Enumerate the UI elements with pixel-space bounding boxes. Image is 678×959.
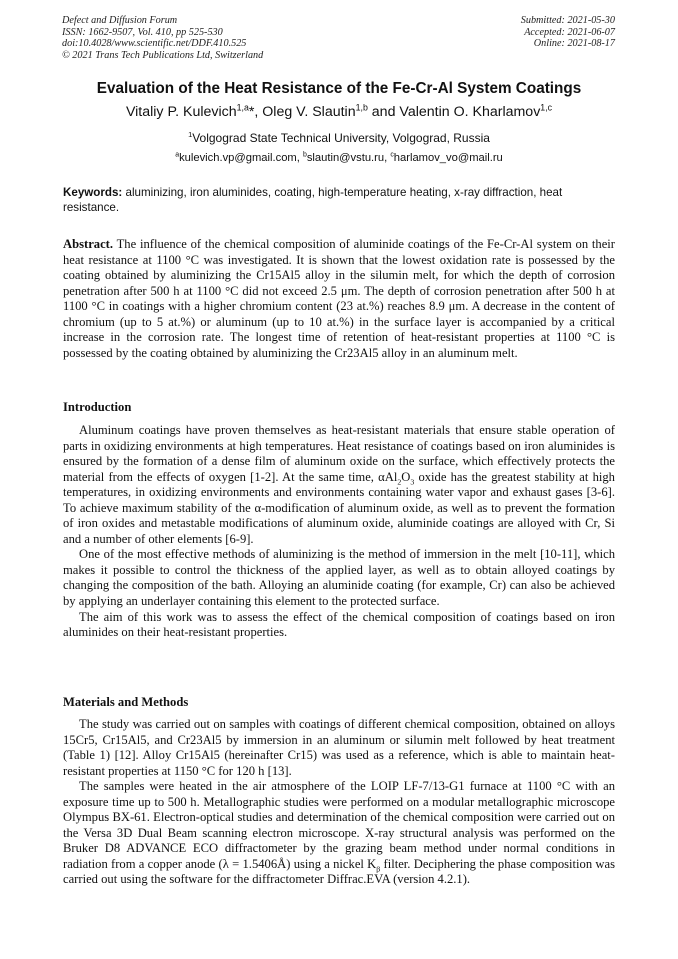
paragraph-text: O xyxy=(401,469,411,484)
subscript: 3 xyxy=(410,477,415,487)
submitted-date: Submitted: 2021-05-30 xyxy=(520,15,615,26)
methods-heading: Materials and Methods xyxy=(63,695,189,709)
paper-title: Evaluation of the Heat Resistance of the Fe-Cr-Al System Coatings xyxy=(96,80,582,97)
author-affil-marker: 1,a xyxy=(236,102,249,113)
author-affil-marker: 1,c xyxy=(540,102,553,113)
introduction-heading-block xyxy=(63,400,615,416)
email-marker: b xyxy=(302,151,307,159)
corresponding-marker: * xyxy=(248,104,255,120)
paragraph-text: oxide has the greatest stability at high temperatures, in oxidizing environments and environments containing water vapor and exhaust gases [3-6]. To achieve maximum stability of the α-modification of aluminum oxide, as well as to prevent the formation of iron oxides and metastable modifications of aluminum oxide, aluminide coatings are alloyed with Cr, Si and a number of other elements [6-9]. xyxy=(63,469,615,546)
abstract-section xyxy=(63,237,615,361)
author-separator: , xyxy=(254,104,263,120)
email-link[interactable]: slautin@vstu.ru, xyxy=(306,152,391,164)
subscript: β xyxy=(376,864,381,874)
subscript: 2 xyxy=(397,477,402,487)
paragraph: The aim of this work was to assess the effect of the chemical composition of coatings based on iron aluminides on their heat-resistant properties. xyxy=(63,609,615,640)
author-affil-marker: 1,b xyxy=(355,102,368,113)
abstract-paragraph xyxy=(63,237,615,361)
paragraph-text: filter. Deciphering the phase composition was carried out using the software for the diffractometer Diffrac.EVA (version 4.2.1). xyxy=(63,856,615,887)
email-link[interactable]: kulevich.vp@gmail.com, xyxy=(179,152,303,164)
accepted-date: Accepted: 2021-06-07 xyxy=(524,26,615,38)
affiliation-number: 1 xyxy=(188,130,193,139)
author-separator: and xyxy=(367,104,400,120)
keywords-text: aluminizing, iron aluminides, coating, high-temperature heating, x-ray diffraction, heat resistance. xyxy=(63,186,563,214)
abstract-text: The influence of the chemical composition of aluminide coatings of the Fe-Cr-Al system on their heat resistance at 1100 °C was investigated. It is shown that the lowest oxidation rate is possessed by the coating obtained by aluminizing the Cr15Al5 alloy in the silumin melt, for which the depth of corrosion penetration after 500 h at 1100 °C did not exceed 2.5 μm. The depth of corrosion penetration after 500 h at 1100 °C in coatings with a higher chromium content (23 at.%) reaches 8.9 μm. A decrease in the content of chromium (up to 5 at.%) or aluminum (up to 10 at.%) in the surface layer is accompanied by a critical increase in the corrosion rate. The longest time of retention of heat-resistant properties at 1100 °C is possessed by the coating obtained by aluminizing the Cr23Al5 alloy in an aluminum melt. xyxy=(63,237,615,360)
email-link[interactable]: harlamov_vo@mail.ru xyxy=(393,152,503,164)
paragraph: The study was carried out on samples with coatings of different chemical composition, obtained on alloys 15Cr5, Cr15Al5, and Cr23Al5 by immersion in an aluminum or silumin melt followed by heat treatment (Table 1) [12]. Alloy Cr15Al5 (hereinafter Cr15) was used as a reference, which is able to maintain heat-resistant properties at 1150 °C for 120 h [13]. xyxy=(63,717,615,778)
paragraph xyxy=(63,423,615,547)
journal-header xyxy=(62,15,382,61)
methods-section xyxy=(63,717,615,888)
paragraph-text: Aluminum coatings have proven themselves as heat-resistant materials that ensure stable operation of parts in oxidizing environments at high temperatures. Heat resistance of coatings based on iron aluminides is ensured by the formation of a dense film of aluminum oxide on the surface, which effectively protects the material from the effects of oxygen [1-2]. At the same time, αAl xyxy=(63,423,615,484)
abstract-label: Abstract. xyxy=(63,237,114,251)
introduction-heading: Introduction xyxy=(63,400,132,414)
issn-volume: ISSN: 1662-9507, Vol. 410, pp 525-530 xyxy=(62,26,223,38)
paragraph-text: The samples were heated in the air atmosphere of the LOIP LF-7/13-G1 furnace at 1100 °C with an exposure time up to 500 h. Metallographic studies were performed on a modular metallographic microscope Olympus BX-61. Electron-optical studies and determination of the chemical composition were carried out on the Versa 3D Dual Beam scanning electron microscope. X-ray structural analysis was performed on the Bruker D8 ADVANCE ECO diffractometer by the grazing beam method under normal conditions in radiation from a copper anode (λ = 1.5406Å) using a nickel K xyxy=(63,779,615,871)
keywords-label: Keywords: xyxy=(63,186,123,199)
affiliation xyxy=(40,131,638,145)
email-marker: a xyxy=(175,151,180,159)
author-name: Valentin O. Kharlamov xyxy=(399,104,541,120)
methods-heading-block xyxy=(63,695,615,711)
copyright: © 2021 Trans Tech Publications Ltd, Switzerland xyxy=(62,49,264,61)
author-list xyxy=(40,104,638,120)
introduction-section xyxy=(63,423,615,641)
online-date: Online: 2021-08-17 xyxy=(533,38,615,50)
email-marker: c xyxy=(390,151,394,159)
author-name: Vitaliy P. Kulevich xyxy=(125,104,237,120)
keywords xyxy=(63,186,615,215)
paragraph: One of the most effective methods of aluminizing is the method of immersion in the melt [10-11], which makes it possible to control the thickness of the applied layer, as well as to obtain alloyed coatings by changing the composition of the bath. Alloying an aluminide coating (for example, Cr) can also be achieved by applying an underlayer containing this element to the protected surface. xyxy=(63,547,615,609)
dates-header xyxy=(395,15,615,50)
author-emails xyxy=(40,152,638,164)
paragraph xyxy=(63,779,615,888)
journal-name: Defect and Diffusion Forum xyxy=(62,15,178,26)
affiliation-text: Volgograd State Technical University, Volgograd, Russia xyxy=(192,131,490,145)
doi[interactable]: doi:10.4028/www.scientific.net/DDF.410.525 xyxy=(62,38,247,50)
author-name: Oleg V. Slautin xyxy=(262,104,356,120)
